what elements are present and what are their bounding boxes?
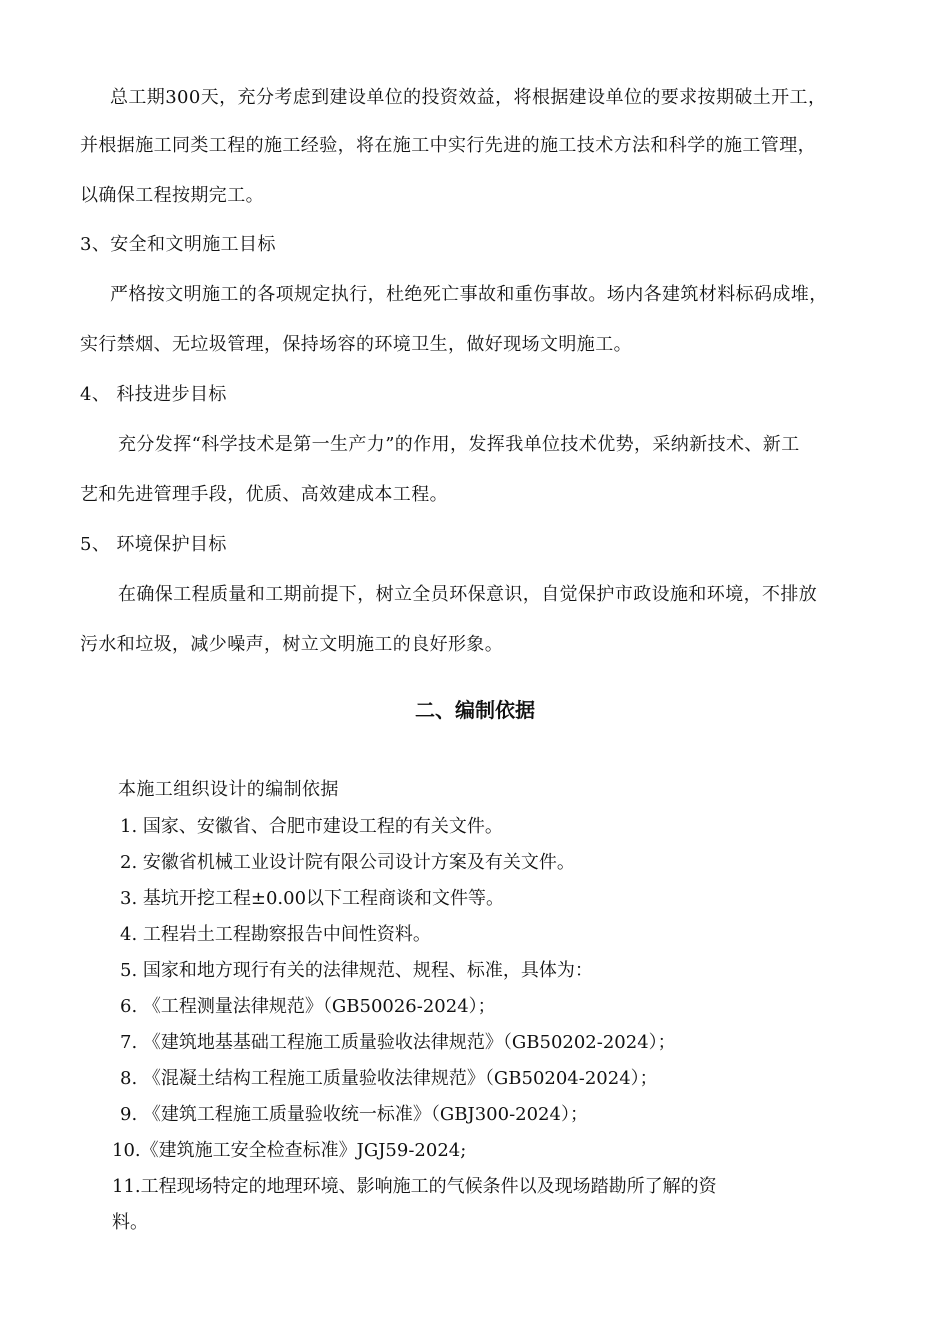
basis-item-9: 9. 《建筑工程施工质量验收统一标准》（GBJ300-2024）； [120,1104,588,1125]
basis-item-8: 8. 《混凝土结构工程施工质量验收法律规范》（GB50204-2024）； [120,1068,658,1089]
paragraph-schedule-line-3: 以确保工程按期完工。 [80,185,264,206]
basis-item-4: 4. 工程岩土工程勘察报告中间性资料。 [120,924,431,945]
basis-item-1: 1. 国家、安徽省、合肥市建设工程的有关文件。 [120,816,503,837]
paragraph-schedule-line-1: 总工期300天，充分考虑到建设单位的投资效益，将根据建设单位的要求按期破土开工， [110,87,827,108]
paragraph-schedule-line-2: 并根据施工同类工程的施工经验，将在施工中实行先进的施工技术方法和科学的施工管理， [80,135,816,156]
basis-item-3: 3. 基坑开挖工程±0.00以下工程商谈和文件等。 [120,888,505,909]
heading-tech-goal: 4、 科技进步目标 [80,384,227,405]
basis-item-7: 7. 《建筑地基基础工程施工质量验收法律规范》（GB50202-2024）； [120,1032,676,1053]
paragraph-safety-line-2: 实行禁烟、无垃圾管理，保持场容的环境卫生，做好现场文明施工。 [80,334,632,355]
section-title-basis: 二、编制依据 [415,698,535,722]
heading-environment-goal: 5、 环境保护目标 [80,534,227,555]
basis-item-5: 5. 国家和地方现行有关的法律规范、规程、标准，具体为： [120,960,593,981]
paragraph-environment-line-2: 污水和垃圾，减少噪声，树立文明施工的良好形象。 [80,634,504,655]
basis-item-6: 6. 《工程测量法律规范》（GB50026-2024）； [120,996,496,1017]
basis-item-11: 11.工程现场特定的地理环境、影响施工的气候条件以及现场踏勘所了解的资 [112,1176,717,1197]
paragraph-environment-line-1: 在确保工程质量和工期前提下，树立全员环保意识，自觉保护市政设施和环境，不排放 [118,584,818,605]
paragraph-safety-line-1: 严格按文明施工的各项规定执行，杜绝死亡事故和重伤事故。场内各建筑材料标码成堆， [110,284,828,305]
basis-item-10: 10.《建筑施工安全检查标准》JGJ59-2024; [112,1140,467,1161]
basis-intro: 本施工组织设计的编制依据 [118,779,339,800]
heading-safety-goal: 3、安全和文明施工目标 [80,234,276,255]
basis-item-2: 2. 安徽省机械工业设计院有限公司设计方案及有关文件。 [120,852,575,873]
paragraph-tech-line-2: 艺和先进管理手段，优质、高效建成本工程。 [80,484,448,505]
paragraph-tech-line-1: 充分发挥“科学技术是第一生产力”的作用，发挥我单位技术优势，采纳新技术、新工 [118,434,800,455]
basis-item-11-continued: 料。 [112,1212,148,1233]
